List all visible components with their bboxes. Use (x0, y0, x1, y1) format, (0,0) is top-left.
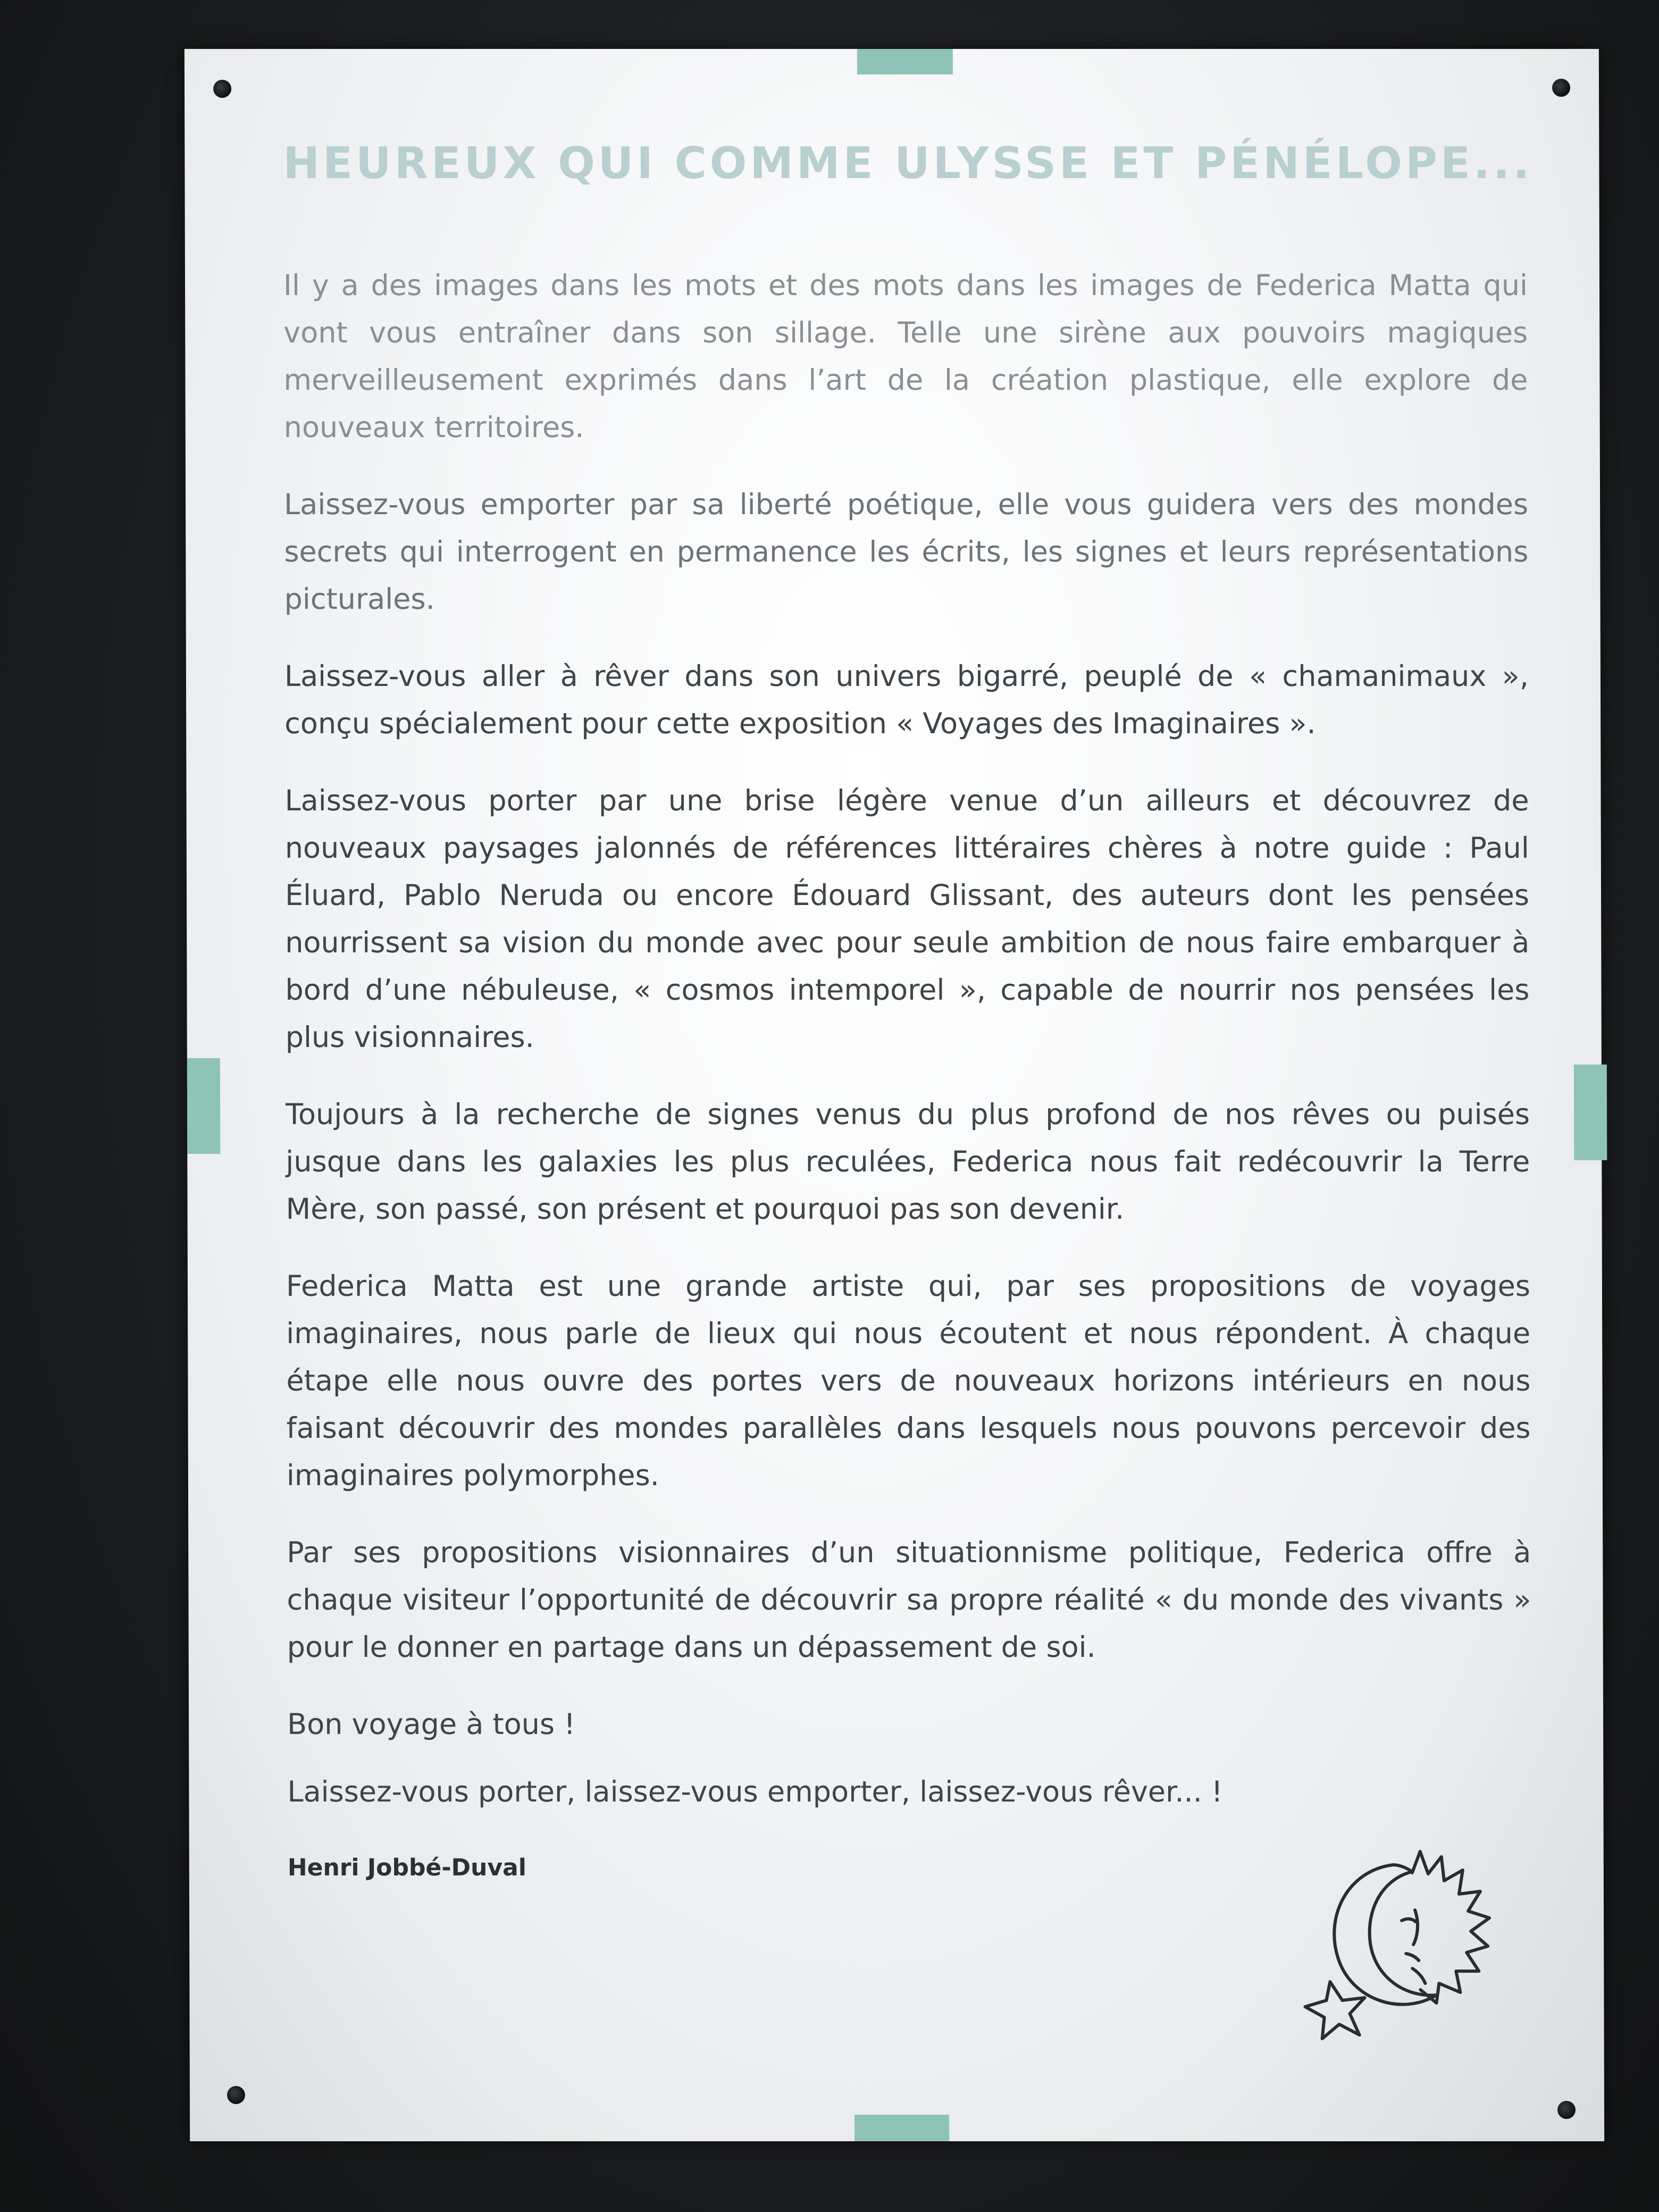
paragraph: Laissez-vous porter, laissez-vous emporter, laissez-vous rêver... ! (287, 1775, 1223, 1808)
paragraph: Bon voyage à tous ! (287, 1707, 576, 1741)
screw-icon (213, 80, 231, 98)
paragraph: Laissez-vous porter par une brise légère venue d’un ailleurs et découvrez de nouveaux paysages jalonnés de références littéraires chères à notre guide : Paul Éluard, Pablo Neruda ou encore Édouard Glissant, des auteurs dont les pensées nourrissent sa vision du monde avec pour seule ambition de nous faire embarquer à bord d’une nébuleuse, « cosmos intemporel », capable de nourrir nos pensées les plus visionnaires. (284, 784, 1530, 1054)
accent-tab-right (1574, 1065, 1607, 1160)
paragraph: Par ses propositions visionnaires d’un situationnisme politique, Federica offre à chaque visiteur l’opportunité de découvrir sa propre réalité « du monde des vivants » pour le donner en partage dans un dépassement de soi. (287, 1536, 1531, 1664)
accent-tab-bottom (854, 2115, 949, 2141)
panel-heading: HEUREUX QUI COMME ULYSSE ET PÉNÉLOPE... (283, 138, 1533, 189)
paragraph: Laissez-vous aller à rêver dans son univers bigarré, peuplé de « chamanimaux », conçu spécialement pour cette exposition « Voyages des Imaginaires ». (284, 659, 1529, 740)
screw-icon (227, 2086, 245, 2104)
exhibition-text-panel (185, 49, 1604, 2141)
paragraph: Federica Matta est une grande artiste qui, par ses propositions de voyages imaginaires, nous parle de lieux qui nous écoutent et nous répondent. À chaque étape elle nous ouvre des portes vers de nouveaux horizons intérieurs en nous faisant découvrir des mondes parallèles dans lesquels nous pouvons percevoir des imaginaires polymorphes. (286, 1269, 1531, 1492)
paragraph: Il y a des images dans les mots et des mots dans les images de Federica Matta qui vont vous entraîner dans son sillage. Telle une sirène aux pouvoirs magiques merveilleusement exprimés dans l’art de la création plastique, elle explore de nouveaux territoires. (283, 269, 1528, 444)
paragraph: Laissez-vous emporter par sa liberté poétique, elle vous guidera vers des mondes secrets qui interrogent en permanence les écrits, les signes et leurs représentations picturales. (284, 488, 1529, 616)
accent-tab-top (857, 49, 953, 74)
author-signature: Henri Jobbé-Duval (287, 1854, 526, 1881)
accent-tab-left (187, 1058, 220, 1154)
paragraph: Toujours à la recherche de signes venus du plus profond de nos rêves ou puisés jusque dans les galaxies les plus reculées, Federica nous fait redécouvrir la Terre Mère, son passé, son présent et pourquoi pas son devenir. (286, 1097, 1530, 1226)
panel-body-text (283, 262, 1532, 1836)
moon-sun-star-icon (1279, 1841, 1503, 2054)
screw-icon (1557, 2101, 1576, 2119)
screw-icon (1552, 79, 1570, 97)
